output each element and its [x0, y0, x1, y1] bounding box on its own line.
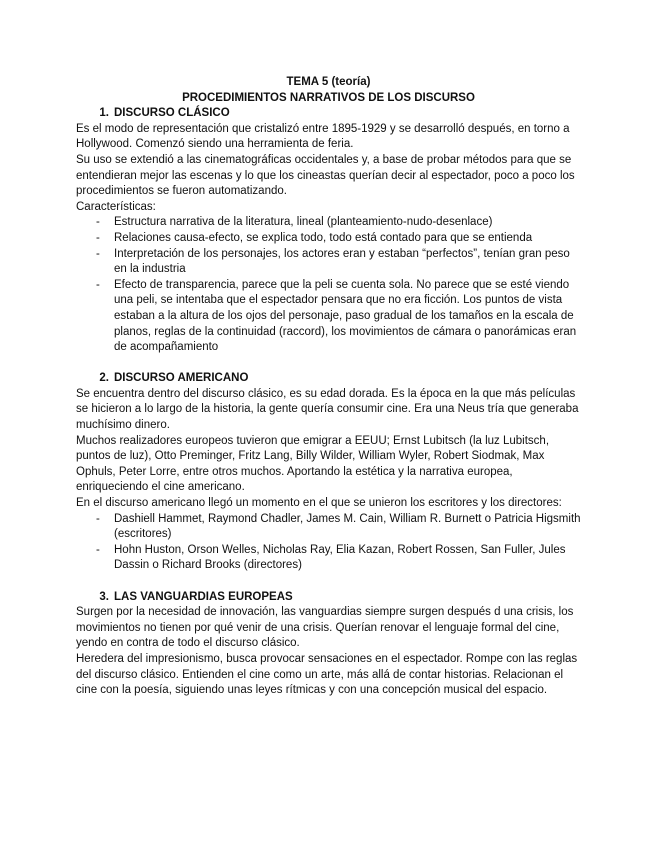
section-discurso-americano [76, 371, 581, 574]
document-title: TEMA 5 (teoría) [286, 76, 371, 88]
section-heading [76, 106, 581, 122]
section-number: 2. [99, 372, 109, 385]
list-item: - Efecto de transparencia, parece que la peli se cuenta sola. No parece que se esté viendo una peli, se intentaba que el espectador pensara que no era ficción. Los puntos de vista estaban a la altura de los ojos del personaje, paso gradual de los tamaños en la escala de planos, reglas de la continuidad (raccord), los movimientos de cámara o panorámicas eran de acompañamiento [76, 278, 581, 356]
section-spacer [76, 574, 581, 590]
section-number: 1. [99, 107, 109, 120]
document-subtitle: PROCEDIMIENTOS NARRATIVOS DE LOS DISCURSO [182, 91, 475, 104]
document-body [76, 75, 581, 699]
section-title: DISCURSO CLÁSICO [114, 107, 230, 120]
section-heading [76, 371, 581, 387]
bullet-list [76, 215, 581, 355]
paragraph: Surgen por la necesidad de innovación, las vanguardias siempre surgen después d una crisis, los movimientos no tienen por qué venir de una crisis. Querían renovar el lenguaje formal del cine, yendo en contra de todo el discurso clásico. [76, 606, 574, 650]
list-item: - Estructura narrativa de la literatura, lineal (planteamiento-nudo-desenlace) [76, 215, 581, 231]
paragraph: Muchos realizadores europeos tuvieron que emigrar a EEUU; Ernst Lubitsch (la luz Lubitsch, puntos de luz), Otto Preminger, Fritz Lang, Billy Wilder, William Wyler, Robert Siodmak, Max Ophuls, Peter Lorre, entre otros muchos. Aportando la estética y la narrativa europea, enriqueciendo el cine americano. [76, 434, 550, 494]
section-heading [76, 590, 581, 606]
section-title: DISCURSO AMERICANO [114, 372, 249, 385]
paragraph: Su uso se extendió a las cinematográficas occidentales y, a base de probar métodos para que se entendieran mejor las escenas y lo que los cineastas querían decir al espectador, poco a poco los procedimientos se fueron automatizando. [76, 153, 575, 198]
bullet-list [76, 512, 581, 574]
paragraph: En el discurso americano llegó un momento en el que se unieron los escritores y los directores: [76, 497, 562, 510]
list-item: - Interpretación de los personajes, los actores eran y estaban “perfectos”, tenían gran peso en la industria [76, 247, 581, 278]
paragraph: Heredera del impresionismo, busca provocar sensaciones en el espectador. Rompe con las reglas del discurso clásico. Entienden el cine como un arte, más allá de contar historias. Relacionan el cine con la poesía, siguiendo unas leyes rítmicas y con una concepción musical del espacio. [76, 652, 578, 697]
paragraph: Es el modo de representación que cristalizó entre 1895-1929 y se desarrolló después, en torno a Hollywood. Comenzó siendo una herramienta de feria. [76, 122, 570, 151]
list-item: - Relaciones causa-efecto, se explica todo, todo está contado para que se entienda [76, 231, 581, 247]
section-discurso-clasico [76, 106, 581, 356]
list-item: - Hohn Huston, Orson Welles, Nicholas Ray, Elia Kazan, Robert Rossen, San Fuller, Jules Dassin o Richard Brooks (directores) [76, 543, 581, 574]
list-item: - Dashiell Hammet, Raymond Chadler, James M. Cain, William R. Burnett o Patricia Higsmith (escritores) [76, 512, 581, 543]
section-vanguardias-europeas [76, 590, 581, 699]
section-number: 3. [99, 590, 109, 603]
paragraph: Características: [76, 200, 156, 213]
section-title: LAS VANGUARDIAS EUROPEAS [114, 590, 293, 603]
paragraph: Se encuentra dentro del discurso clásico, es su edad dorada. Es la época en la que más películas se hicieron a lo largo de la historia, la gente quería consumir cine. Era una Neus tría que generaba muchísimo dinero. [76, 387, 579, 432]
section-spacer [76, 356, 581, 372]
